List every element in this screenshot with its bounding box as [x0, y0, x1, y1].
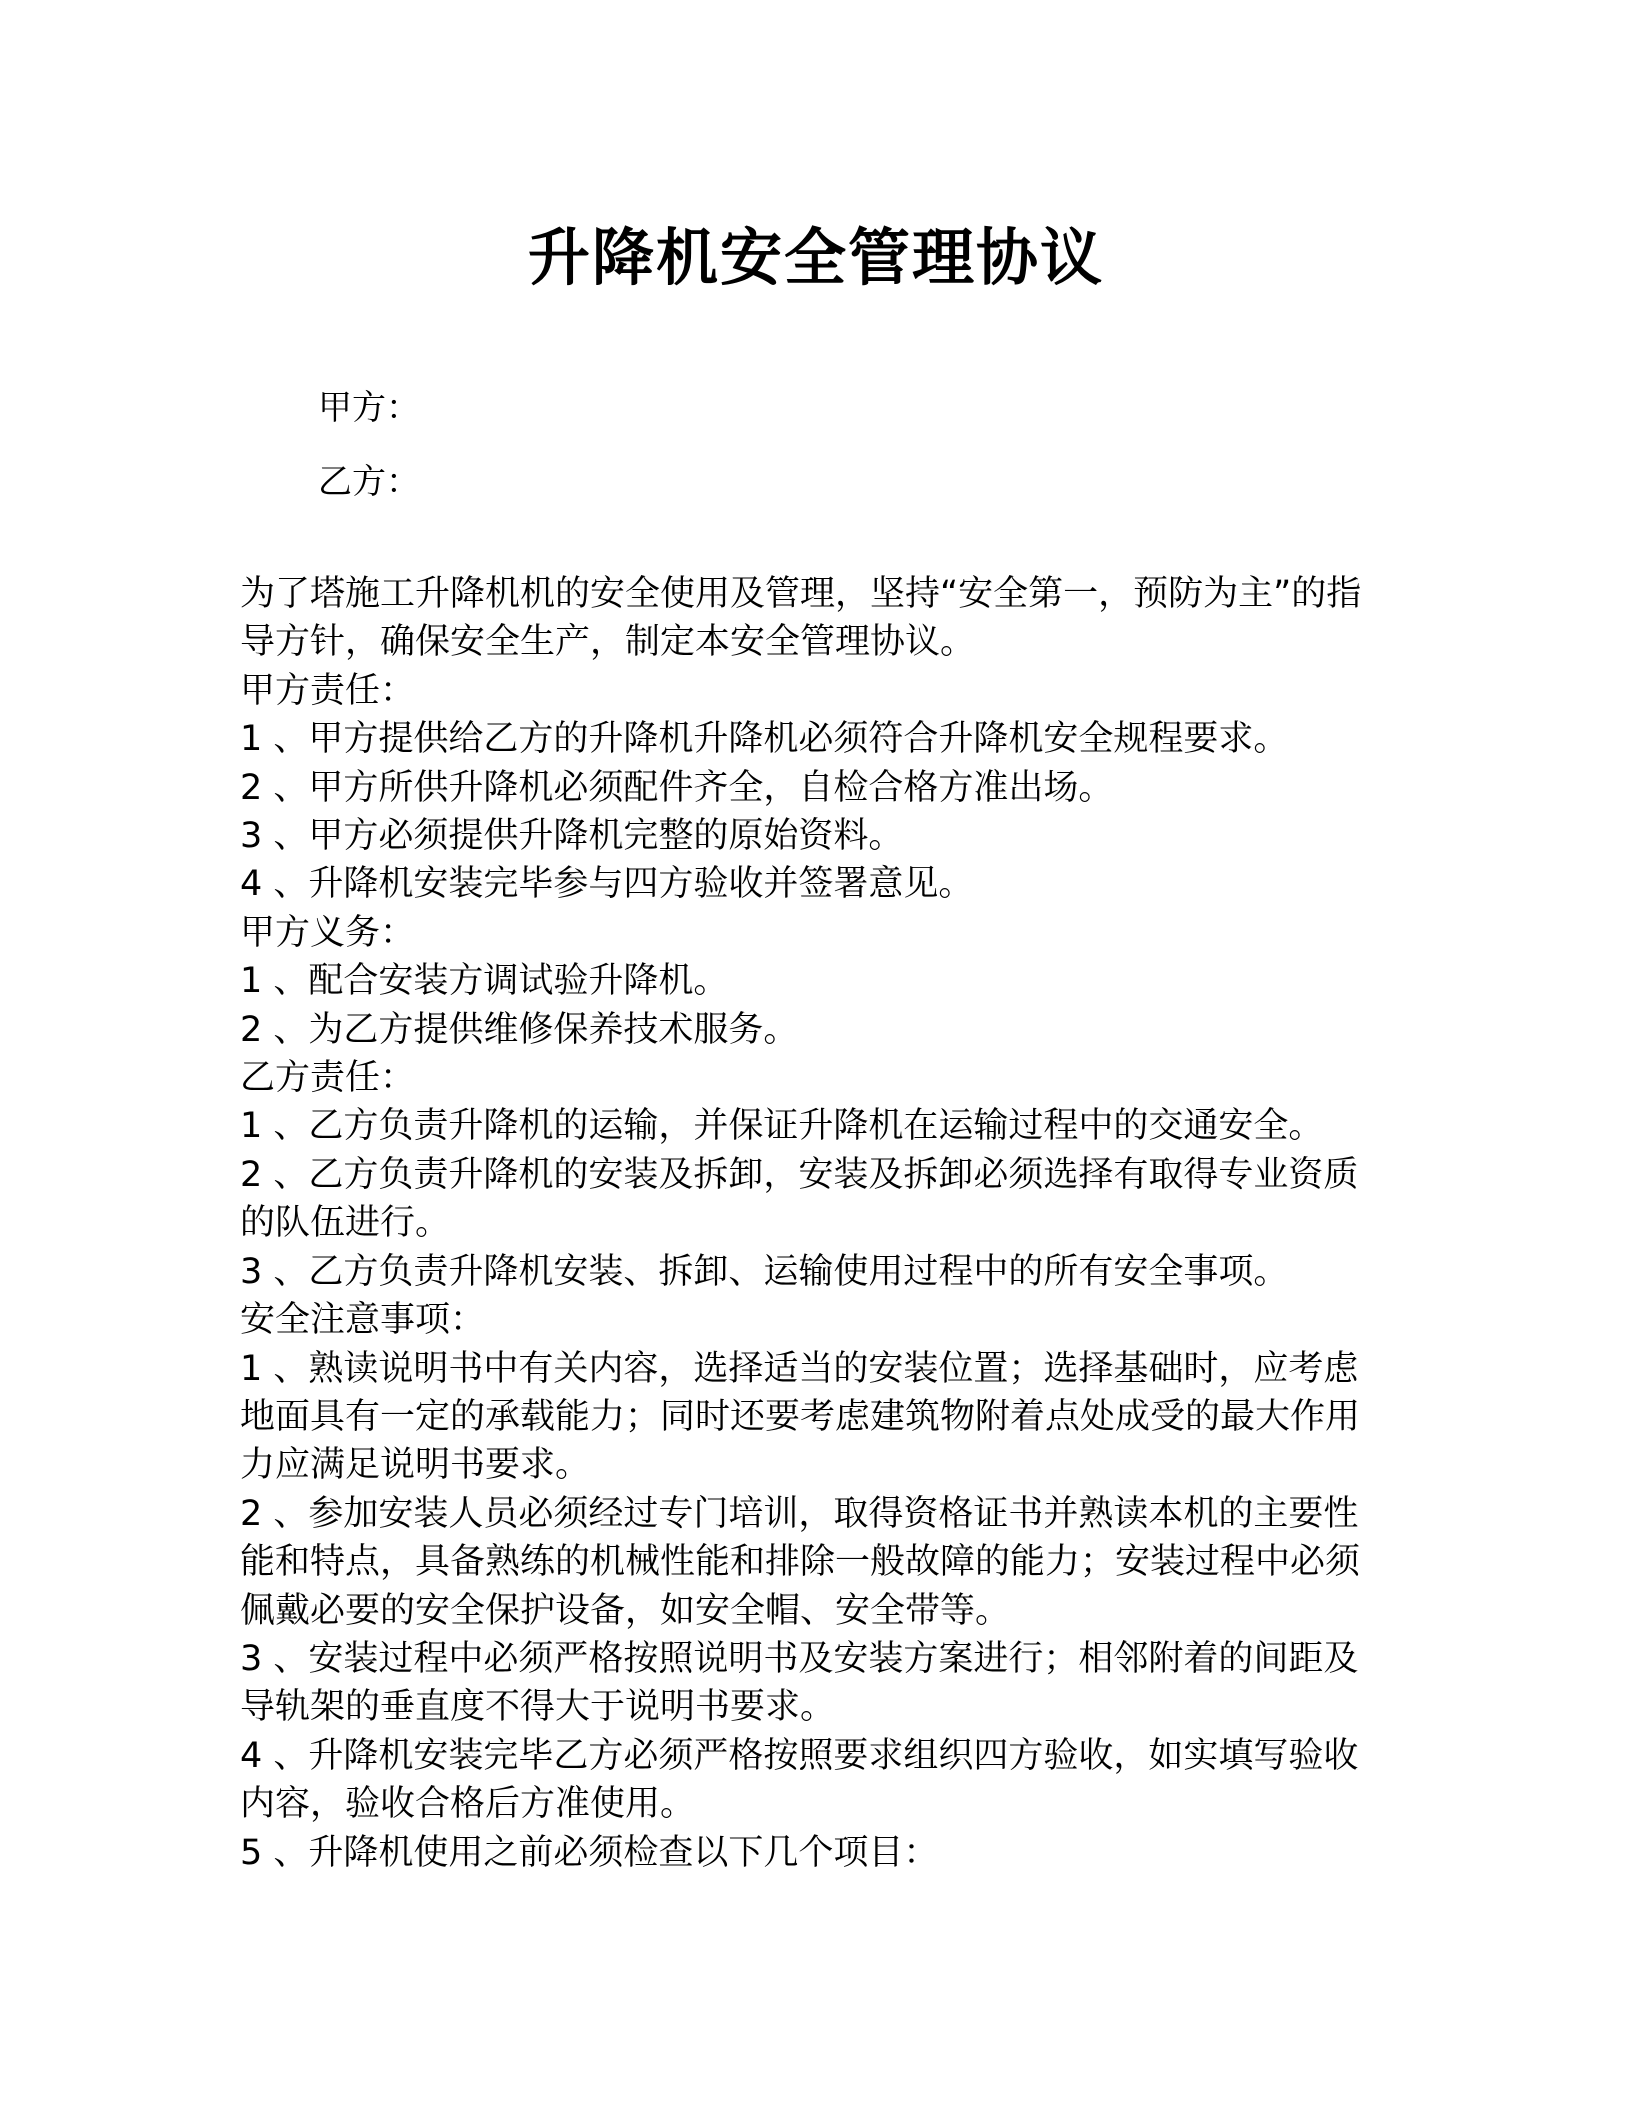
list-item: 1 、甲方提供给乙方的升降机升降机必须符合升降机安全规程要求。 — [240, 719, 1289, 760]
list-item: 4 、升降机安装完毕乙方必须严格按照要求组织四方验收，如实填写验收内容，验收合格后方准使用。 — [240, 1735, 1359, 1825]
list-item: 1 、熟读说明书中有关内容，选择适当的安装位置；选择基础时，应考虑地面具有一定的承载能力；同时还要考虑建筑物附着点处成受的最大作用力应满足说明书要求。 — [240, 1348, 1361, 1486]
party-a-label: 甲方： — [318, 388, 420, 428]
list-item: 3 、安装过程中必须严格按照说明书及安装方案进行；相邻附着的间距及导轨架的垂直度不得大于说明书要求。 — [240, 1638, 1359, 1728]
list-item: 5 、升降机使用之前必须检查以下几个项目： — [240, 1832, 939, 1873]
list-item: 4 、升降机安装完毕参与四方验收并签署意见。 — [240, 864, 974, 905]
list-item: 3 、乙方负责升降机安装、拆卸、运输使用过程中的所有安全事项。 — [240, 1251, 1289, 1292]
document-title: 升降机安全管理协议 — [527, 221, 1104, 294]
party-b-label: 乙方： — [318, 462, 420, 502]
list-item: 3 、甲方必须提供升降机完整的原始资料。 — [240, 816, 904, 857]
intro-paragraph: 为了塔施工升降机机的安全使用及管理，坚持“安全第一，预防为主”的指导方针，确保安全生产，制定本安全管理协议。 — [240, 574, 1362, 663]
agreement-body — [240, 570, 1390, 1877]
list-item: 2 、为乙方提供维修保养技术服务。 — [240, 1009, 799, 1050]
list-item: 1 、配合安装方调试验升降机。 — [240, 961, 729, 1002]
list-item: 2 、乙方负责升降机的安装及拆卸，安装及拆卸必须选择有取得专业资质的队伍进行。 — [240, 1154, 1359, 1244]
list-item: 1 、乙方负责升降机的运输，并保证升降机在运输过程中的交通安全。 — [240, 1106, 1324, 1147]
section-heading-safety-notes: 安全注意事项： — [240, 1300, 486, 1341]
section-heading-party-a-obligation: 甲方义务： — [240, 912, 416, 953]
section-heading-party-b-responsibility: 乙方责任： — [240, 1058, 416, 1099]
list-item: 2 、甲方所供升降机必须配件齐全，自检合格方准出场。 — [240, 767, 1114, 808]
section-heading-party-a-responsibility: 甲方责任： — [240, 670, 416, 711]
list-item: 2 、参加安装人员必须经过专门培训，取得资格证书并熟读本机的主要性能和特点，具备熟练的机械性能和排除一般故障的能力；安装过程中必须佩戴必要的安全保护设备，如安全帽、安全带等。 — [240, 1493, 1361, 1631]
